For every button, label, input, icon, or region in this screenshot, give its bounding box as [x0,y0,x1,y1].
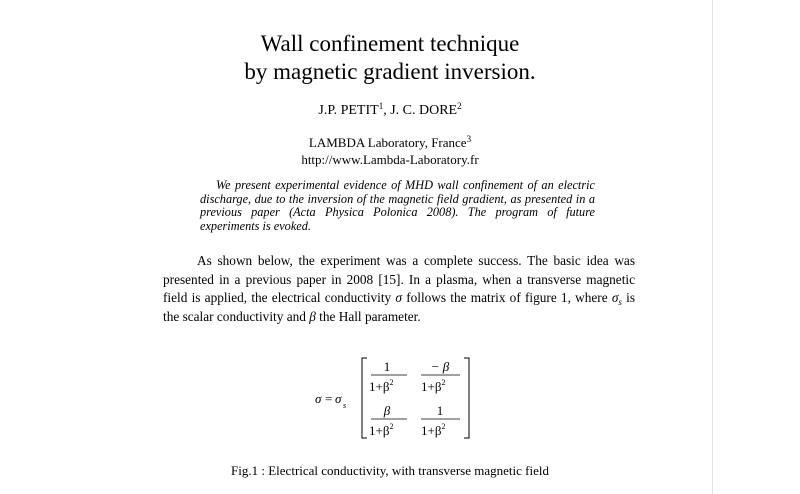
sigma-s-symbol: σ [611,290,619,305]
title-line-2: by magnetic gradient inversion. [244,59,536,84]
rhs-sigma-subscript: s [343,401,347,410]
body-paragraph: As shown below, the experiment was a complete success. The basic idea was presented in a previous paper in 2008 [15]. In a plasma, when a transverse magnetic field is applied, the electrical conductivity σ follows the matrix of figure 1, where $\sigma_s$ is the scalar conductivity and β the Hall parameter. [163,253,635,324]
author-separator: , [383,103,391,118]
m12-denominator: $1+\beta^2$ [421,378,446,394]
sigma-symbol: σ [395,290,402,305]
lab-name: LAMBDA Laboratory, France [308,135,467,150]
m21-denominator: $1+\beta^2$ [369,422,394,438]
lab-url[interactable]: http://www.Lambda-Laboratory.fr [301,152,479,167]
author-2: J. C. DORE [390,103,458,118]
author-1-footnote: 1 [378,101,384,111]
m11-numerator: 1 [383,359,391,374]
authors [0,103,780,119]
m21-numerator: β [383,403,391,418]
m22-numerator: 1 [436,403,444,418]
affiliation [0,134,780,168]
beta-symbol: β [309,308,316,324]
author-1: J.P. PETIT [318,103,379,118]
equals-sign: = [325,391,333,406]
lab-footnote: 3 [466,134,472,144]
lhs-sigma: σ [315,391,322,406]
abstract: We present experimental evidence of MHD wall confinement of an electric discharge, due to the inversion of the magnetic field gradient, as presented in a previous paper (Acta Physica Polonica 2008). The program of future experiments is evoked. [200,178,595,233]
conductivity-matrix-formula [315,356,475,440]
right-bracket [464,358,469,438]
left-bracket [362,358,367,438]
m22-denominator: $1+\beta^2$ [421,422,446,438]
figure-caption: Fig.1 : Electrical conductivity, with transverse magnetic field [231,463,549,478]
author-2-footnote: 2 [457,101,462,111]
rhs-sigma: σ [335,391,342,406]
m11-denominator: $1+\beta^2$ [369,378,394,394]
m12-numerator: − β [430,359,450,374]
title-line-1: Wall confinement technique [260,31,520,56]
paper-title [0,30,780,86]
